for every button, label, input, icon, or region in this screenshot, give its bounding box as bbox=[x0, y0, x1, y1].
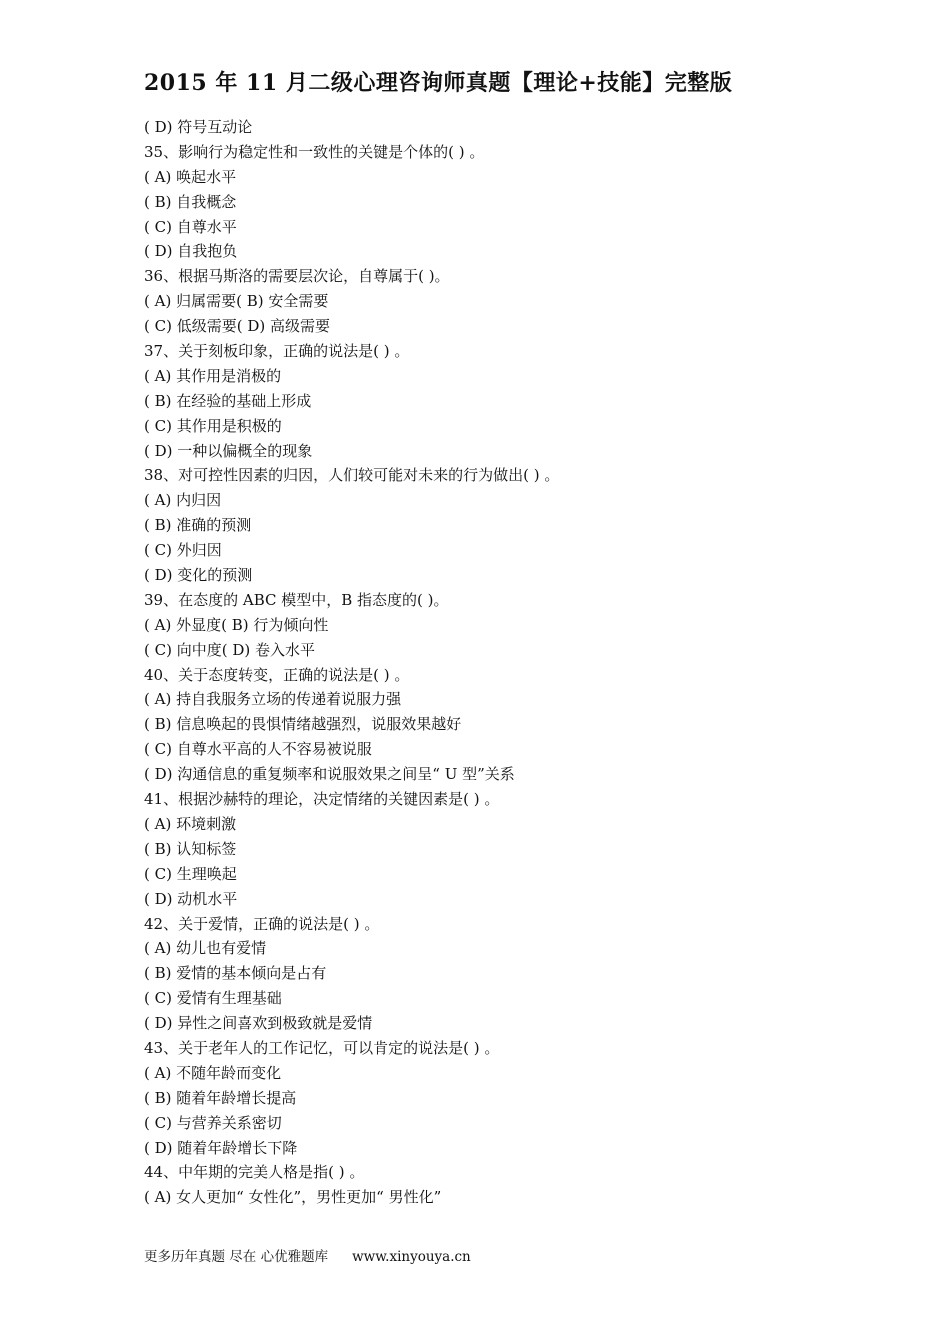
question-line: 35、影响行为稳定性和一致性的关键是个体的( ) 。 bbox=[144, 142, 485, 161]
option-line: ( A) 外显度( B) 行为倾向性 bbox=[144, 615, 329, 634]
page-title: 2015 年 11 月二级心理咨询师真题【理论+技能】完整版 bbox=[144, 70, 733, 96]
option-line: ( D) 一种以偏概全的现象 bbox=[144, 441, 313, 460]
option-line: ( C) 与营养关系密切 bbox=[144, 1113, 282, 1132]
option-line: ( C) 生理唤起 bbox=[144, 864, 237, 883]
option-line: ( A) 其作用是消极的 bbox=[144, 366, 282, 385]
option-line: ( C) 向中度( D) 卷入水平 bbox=[144, 640, 315, 659]
option-line: ( A) 不随年龄而变化 bbox=[144, 1063, 282, 1082]
question-line: 36、根据马斯洛的需要层次论，自尊属于( )。 bbox=[144, 267, 450, 286]
question-line: 41、根据沙赫特的理论，决定情绪的关键因素是( ) 。 bbox=[144, 790, 500, 809]
question-list bbox=[144, 115, 864, 1210]
option-line: ( A) 幼儿也有爱情 bbox=[144, 939, 267, 958]
option-line: ( C) 其作用是积极的 bbox=[144, 416, 282, 435]
question-line: 40、关于态度转变，正确的说法是( ) 。 bbox=[144, 665, 410, 684]
option-line: ( B) 随着年龄增长提高 bbox=[144, 1088, 297, 1107]
option-line: ( D) 随着年龄增长下降 bbox=[144, 1138, 298, 1157]
question-line: 43、关于老年人的工作记忆，可以肯定的说法是( ) 。 bbox=[144, 1038, 500, 1057]
footer-website-link[interactable]: www.xinyouya.cn bbox=[352, 1249, 471, 1265]
option-line: ( C) 低级需要( D) 高级需要 bbox=[144, 317, 330, 336]
option-line: ( D) 符号互动论 bbox=[144, 118, 253, 136]
question-line: 44、中年期的完美人格是指( ) 。 bbox=[144, 1163, 365, 1182]
option-line: ( A) 唤起水平 bbox=[144, 167, 237, 186]
page-footer bbox=[144, 1245, 471, 1265]
option-line: ( B) 自我概念 bbox=[144, 192, 237, 211]
option-line: ( B) 在经验的基础上形成 bbox=[144, 391, 312, 410]
option-line: ( B) 爱情的基本倾向是占有 bbox=[144, 964, 327, 983]
option-line: ( C) 爱情有生理基础 bbox=[144, 989, 282, 1008]
option-line: ( B) 信息唤起的畏惧情绪越强烈，说服效果越好 bbox=[144, 715, 462, 734]
question-line: 42、关于爱情，正确的说法是( ) 。 bbox=[144, 914, 380, 933]
option-line: ( A) 环境刺激 bbox=[144, 814, 237, 833]
question-line: 38、对可控性因素的归因，人们较可能对未来的行为做出( ) 。 bbox=[144, 466, 560, 485]
option-line: ( A) 女人更加“ 女性化”，男性更加“ 男性化” bbox=[144, 1188, 442, 1207]
option-line: ( B) 准确的预测 bbox=[144, 516, 252, 535]
option-line: ( C) 自尊水平高的人不容易被说服 bbox=[144, 740, 372, 759]
option-line: ( D) 异性之间喜欢到极致就是爱情 bbox=[144, 1014, 373, 1033]
option-line: ( D) 动机水平 bbox=[144, 889, 238, 908]
option-line: ( C) 自尊水平 bbox=[144, 217, 237, 236]
option-line: ( A) 内归因 bbox=[144, 491, 222, 510]
option-line: ( A) 归属需要( B) 安全需要 bbox=[144, 292, 329, 311]
option-line: ( D) 自我抱负 bbox=[144, 242, 238, 261]
option-line: ( B) 认知标签 bbox=[144, 839, 237, 858]
option-line: ( A) 持自我服务立场的传递着说服力强 bbox=[144, 690, 402, 709]
option-line: ( D) 变化的预测 bbox=[144, 566, 253, 585]
option-line: ( C) 外归因 bbox=[144, 541, 222, 560]
question-line: 39、在态度的 ABC 模型中，B 指态度的( )。 bbox=[144, 590, 449, 609]
question-line: 37、关于刻板印象，正确的说法是( ) 。 bbox=[144, 342, 410, 361]
footer-text: 更多历年真题 尽在 心优雅题库 bbox=[144, 1249, 329, 1265]
option-line: ( D) 沟通信息的重复频率和说服效果之间呈“ U 型”关系 bbox=[144, 765, 515, 784]
